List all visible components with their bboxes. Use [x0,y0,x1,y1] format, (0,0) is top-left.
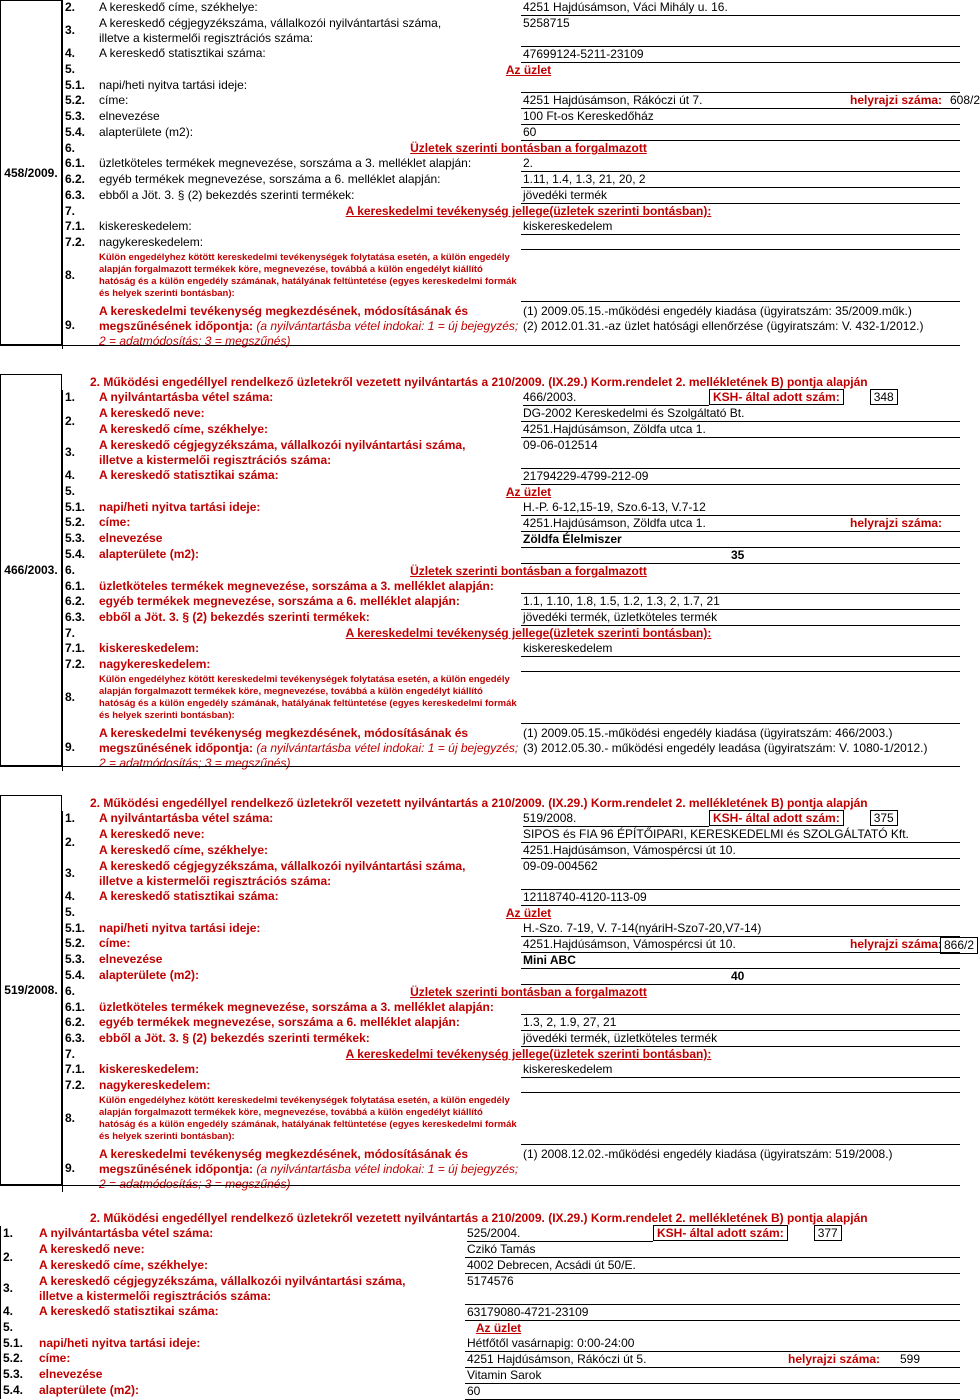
field-label: üzletköteles termékek megnevezése, sorszáma a 3. melléklet alapján: [99,578,494,593]
field-label: A kereskedő címe, székhelye: [99,421,268,436]
text [99,319,519,334]
field-value [521,235,960,250]
row-number: 6.3. [63,1031,98,1047]
field-label: A kereskedő címe, székhelye: [99,842,268,857]
field-label: A kereskedő cégjegyzékszáma, vállalkozói nyilvántartási száma, [99,437,466,452]
text: 466/2003. [523,390,709,406]
text [0,345,960,346]
field-value [521,1078,960,1093]
row-number: 3. [63,859,98,890]
row-number: 7.2. [63,1078,98,1093]
row-number: 7.1. [63,219,98,235]
row-number: 6.1. [63,579,98,594]
text: 866/2 [940,937,978,954]
text: helyrajzi száma: [850,515,943,530]
row-number: 7. [63,204,98,220]
text: A kereskedelmi tevékenység megkezdésének, módosításának és [99,303,469,318]
row-number: 2. [63,0,98,16]
row-number: 5.4. [63,968,98,984]
row-number: 6.2. [63,172,98,188]
field-label: címe: [39,1351,71,1365]
field-value [521,579,960,594]
field-label: A kereskedelmi tevékenység jellege(üzletek szerinti bontásban): [345,204,712,218]
row-number: 3. [1,1274,38,1305]
row-number: 3. [63,16,98,47]
field-value [521,390,960,406]
field-value: 60 [465,1383,960,1399]
text: 599 [900,1351,921,1366]
row-number: 5.2. [1,1351,38,1367]
field-value [521,1000,960,1015]
row-number: 5.4. [1,1383,38,1399]
text [62,374,960,771]
row-number: 1. [63,390,98,406]
field-value [521,811,960,827]
field-label: kiskereskedelem: [99,1062,200,1076]
row-number: 2. [63,827,98,859]
field-label: kiskereskedelem: [99,219,192,233]
field-value: 12118740-4120-113-09 [521,889,960,905]
row-number: 5.1. [63,78,98,93]
text: 4251 Hajdúsámson, Rákóczi út 7. [523,93,703,107]
field-value: SIPOS és FIA 96 ÉPÍTŐIPARI, KERESKEDELMI és SZOLGÁLTATÓ Kft. [521,827,960,843]
field-label: A kereskedő statisztikai száma: [99,468,279,482]
field-label: elnevezése [99,108,160,123]
field-label: Üzletek szerinti bontásban a forgalmazott [410,563,647,578]
field-label: elnevezése [99,531,163,545]
field-label: Az üzlet [475,1320,522,1335]
row-number: 5.1. [63,921,98,937]
row-number: 9. [63,724,98,771]
text: (a nyilvántartásba vétel indokai: 1 = új bejegyzés; [256,740,519,755]
row-number: 8. [63,672,98,724]
row-number: 5.3. [63,531,98,547]
field-value: 09-06-012514 [523,438,598,452]
field-label: kiskereskedelem: [99,641,200,655]
row-number: 5.3. [63,952,98,968]
field-label: napi/heti nyitva tartási ideje: [99,77,248,92]
row-number: 5. [63,905,98,921]
field-value: 1.11, 1.4, 1.3, 21, 20, 2 [521,172,960,188]
text [0,766,960,767]
field-value [521,874,960,889]
row-number: 4. [63,46,98,62]
field-label: ebből a Jöt. 3. § (2) bekezdés szerinti termékek: [99,1030,370,1045]
field-value: 4002 Debrecen, Acsádi út 50/E. [465,1258,960,1274]
row-number: 5.1. [1,1336,38,1352]
text: 2 = adatmódosítás; 3 = megszűnés) [99,1176,291,1191]
record-block-3 [0,795,975,1191]
row-number: 4. [63,889,98,905]
row-number: 5.2. [63,93,98,109]
row-number: 4. [63,468,98,484]
text [99,741,519,756]
field-value [521,1093,960,1145]
field-label: A kereskedő címe, székhelye: [39,1257,208,1272]
field-value: 47699124-5211-23109 [521,46,960,62]
record-block-2 [0,374,960,770]
field-value: 63179080-4721-23109 [465,1304,960,1320]
text: (3) 2012.05.30.- működési engedély leadása (ügyiratszám: V. 1080-1/2012.) [523,741,928,755]
row-number: 1. [1,1226,38,1242]
row-number: 5. [63,484,98,500]
field-label: Külön engedélyhez kötött kereskedelmi tevékenységek folytatása esetén, a külön engedély alapján forgalmazott termékek köre, megnevezése, továbbá a külön engedélyt kiállító hatóság és a külön engedély számának, hatályának feltüntetése (egyes kereskedelmi formák és helyek szerinti bontásban): [99,1094,517,1142]
field-label: A kereskedő cégjegyzékszáma, vállalkozói nyilvántartási száma, [39,1273,406,1288]
field-label: címe: [99,936,131,950]
field-label: Külön engedélyhez kötött kereskedelmi tevékenységek folytatása esetén, a külön engedély alapján forgalmazott termékek köre, megnevezése, továbbá a külön engedélyt kiállító hatóság és a külön engedély számának, hatályának feltüntetése (egyes kereskedelmi formák és helyek szerinti bontásban): [99,251,517,299]
field-value [521,78,960,93]
row-number: 5.3. [63,109,98,125]
field-label: alapterülete (m2): [39,1383,140,1397]
field-value: 100 Ft-os Kereskedőház [521,109,960,125]
row-number: 6. [63,563,98,579]
field-value: 4251.Hajdúsámson, Zöldfa utca 1. [521,422,960,438]
text: 2 = adatmódosítás; 3 = megszűnés) [99,333,291,348]
field-value: H.-P. 6-12,15-19, Szo.6-13, V.7-12 [521,500,960,516]
field-label: üzletköteles termékek megnevezése, sorszáma a 3. melléklet alapján: [99,999,494,1014]
field-label: ebből a Jöt. 3. § (2) bekezdés szerinti termékek: [99,187,355,202]
field-value: kiskereskedelem [521,219,960,235]
field-label: A kereskedő neve: [99,406,205,420]
record-id: 519/2008. [0,795,62,1185]
row-number: 7. [63,626,98,642]
field-value [521,515,960,531]
text: megszűnésének időpontja: [99,1161,254,1176]
field-value: 1.1, 1.10, 1.8, 1.5, 1.2, 1.3, 2, 1.7, 21 [521,594,960,610]
text: (1) 2009.05.15.-működési engedély kiadása (ügyiratszám: 35/2009.műk.) [523,304,912,318]
field-value: Vitamin Sarok [465,1367,960,1383]
field-value [465,1289,960,1304]
record-block-1 [0,0,980,348]
text: (2) 2012.01.31.-az üzlet hatósági ellenőrzése (ügyiratszám: V. 432-1/2012.) [523,319,924,333]
text: 525/2004. [467,1226,653,1242]
field-label: illetve a kistermelői regisztrációs száma: [99,874,332,888]
field-value [521,250,960,302]
text: megszűnésének időpontja: [99,318,254,333]
field-value: 09-09-004562 [523,859,598,873]
text: helyrajzi száma: [788,1351,881,1366]
field-value: Zöldfa Élelmiszer [521,531,960,547]
row-number: 5.2. [63,936,98,952]
field-value: jövedéki termék [521,188,960,204]
field-label: A kereskedő statisztikai száma: [99,46,266,60]
field-value: H.-Szo. 7-19, V. 7-14(nyáriH-Szo7-20,V7-14) [521,921,960,937]
text: 375 [870,810,898,826]
field-label: elnevezése [39,1367,103,1381]
text: 608/2 [950,93,980,107]
field-label: egyéb termékek megnevezése, sorszáma a 6. melléklet alapján: [99,171,441,186]
row-number: 3. [63,438,98,469]
text: KSH- által adott szám: [709,810,844,826]
row-number: 6. [63,984,98,1000]
field-label: napi/heti nyitva tartási ideje: [99,499,261,514]
text: megszűnésének időpontja: [99,740,254,755]
text: (a nyilvántartásba vétel indokai: 1 = új bejegyzés; [256,318,519,333]
field-value [521,302,960,349]
row-number: 7.2. [63,235,98,250]
field-label: illetve a kistermelői regisztrációs száma: [99,31,314,45]
field-label: nagykereskedelem: [99,1077,211,1092]
field-label: A nyilvántartásba vétel száma: [99,390,274,404]
field-value: 5174576 [467,1274,514,1288]
field-value: 2. [521,156,960,172]
field-label: Üzletek szerinti bontásban a forgalmazott [410,984,647,999]
row-number: 4. [1,1304,38,1320]
field-value: jövedéki termék, üzletköteles termék [521,610,960,626]
field-value [521,453,960,468]
field-value: 4251.Hajdúsámson, Vámospércsi út 10. [521,843,960,859]
text: 519/2008. [523,811,709,827]
text: KSH- által adott szám: [709,389,844,405]
field-label: nagykereskedelem: [99,656,211,671]
field-label: illetve a kistermelői regisztrációs száma: [39,1289,272,1303]
section-header: 2. Működési engedéllyel rendelkező üzletekről vezetett nyilvántartás a 210/2009. (IX.29.) Korm.rendelet 2. mellékletének B) pontja alapján [90,375,868,389]
field-label: A kereskedő címe, székhelye: [99,0,258,14]
record-block-4 [0,1210,960,1398]
field-value [521,936,975,952]
text: (1) 2009.05.15.-működési engedély kiadása (ügyiratszám: 466/2003.) [523,726,893,740]
field-label: Üzletek szerinti bontásban a forgalmazott [410,141,647,155]
field-label: alapterülete (m2): [99,124,194,139]
field-value: 21794229-4799-212-09 [521,468,960,484]
field-value: 40 [521,968,960,984]
field-label: A kereskedelmi tevékenység jellege(üzletek szerinti bontásban): [345,626,712,640]
row-number: 6.1. [63,156,98,172]
row-number: 7.2. [63,657,98,672]
field-label: A nyilvántartásba vétel száma: [39,1226,214,1240]
row-number: 1. [63,811,98,827]
field-label: nagykereskedelem: [99,234,204,249]
field-label: ebből a Jöt. 3. § (2) bekezdés szerinti termékek: [99,609,370,624]
text: A kereskedelmi tevékenység megkezdésének, módosításának és [99,1146,469,1161]
field-value: DG-2002 Kereskedelmi és Szolgáltató Bt. [521,406,960,422]
row-number: 6.3. [63,610,98,626]
field-label: címe: [99,92,129,107]
field-label: A kereskedő cégjegyzékszáma, vállalkozói nyilvántartási száma, [99,858,466,873]
field-label: Az üzlet [505,484,552,499]
field-value: jövedéki termék, üzletköteles termék [521,1031,960,1047]
row-number: 6.3. [63,188,98,204]
field-label: A kereskedelmi tevékenység jellege(üzletek szerinti bontásban): [345,1047,712,1061]
record-table [62,0,980,349]
field-label [97,302,521,349]
text: 348 [870,389,898,405]
field-label: Külön engedélyhez kötött kereskedelmi tevékenységek folytatása esetén, a külön engedély alapján forgalmazott termékek köre, megnevezése, továbbá a külön engedélyt kiállító hatóság és a külön engedély számának, hatályának feltüntetése (egyes kereskedelmi formák és helyek szerinti bontásban): [99,673,517,721]
field-label: Az üzlet [505,62,552,77]
row-number: 6.2. [63,594,98,610]
row-number: 8. [63,1093,98,1145]
field-label: A nyilvántartásba vétel száma: [99,811,274,825]
field-value: Hétfőtől vasárnapig: 0:00-24:00 [465,1336,960,1352]
text [62,0,980,349]
text [99,1162,519,1177]
field-label: A kereskedő neve: [99,827,205,841]
row-number: 7.1. [63,641,98,657]
text: 4251 Hajdúsámson, Rákóczi út 5. [467,1351,647,1366]
text: 2 = adatmódosítás; 3 = megszűnés) [99,755,291,770]
field-value [521,724,960,771]
field-label: A kereskedő statisztikai száma: [99,889,279,903]
field-label: napi/heti nyitva tartási ideje: [39,1335,201,1350]
record-table [62,390,960,771]
field-value: Mini ABC [521,952,960,968]
field-value: 4251 Hajdúsámson, Váci Mihály u. 16. [521,0,960,16]
field-label: címe: [99,515,131,529]
text: (a nyilvántartásba vétel indokai: 1 = új bejegyzés; [256,1161,519,1176]
row-number: 5. [63,62,98,78]
field-value [521,657,960,672]
record-table [0,1226,960,1400]
field-label [97,724,521,771]
row-number: 2. [63,406,98,438]
field-value: kiskereskedelem [521,1062,960,1078]
field-label: alapterülete (m2): [99,547,200,561]
field-label: A kereskedő cégjegyzékszáma, vállalkozói nyilvántartási száma, [99,15,442,30]
field-value [521,93,980,109]
field-label: Az üzlet [505,905,552,920]
row-number: 5.4. [63,125,98,141]
text: helyrajzi száma: [850,93,943,107]
field-label: üzletköteles termékek megnevezése, sorszáma a 3. melléklet alapján: [99,156,472,170]
field-value [521,31,960,46]
text: KSH- által adott szám: [653,1225,788,1241]
field-value [465,1226,960,1242]
text [0,1185,960,1186]
row-number: 8. [63,250,98,302]
row-number: 5.2. [63,515,98,531]
field-value: Czikó Tamás [465,1242,960,1258]
field-label: A kereskedő neve: [39,1242,145,1256]
row-number: 6.2. [63,1015,98,1031]
text: 377 [814,1225,842,1241]
row-number: 6.1. [63,1000,98,1015]
field-label: egyéb termékek megnevezése, sorszáma a 6. melléklet alapján: [99,593,460,608]
row-number: 5.4. [63,547,98,563]
text: 4251.Hajdúsámson, Zöldfa utca 1. [523,515,706,530]
row-number: 7. [63,1047,98,1063]
row-number: 9. [63,1145,98,1192]
field-label: napi/heti nyitva tartási ideje: [99,920,261,935]
row-number: 9. [63,302,98,349]
row-number: 5.1. [63,500,98,516]
record-table [62,811,975,1192]
field-label: A kereskedő statisztikai száma: [39,1304,219,1318]
section-header: 2. Működési engedéllyel rendelkező üzletekről vezetett nyilvántartás a 210/2009. (IX.29.) Korm.rendelet 2. mellékletének B) pontja alapján [90,796,868,810]
record-id: 458/2009. [0,0,62,345]
text [62,795,975,1192]
field-value: 5258715 [523,16,570,30]
text: A kereskedelmi tevékenység megkezdésének, módosításának és [99,725,469,740]
field-value [465,1351,960,1367]
field-value: 60 [521,125,960,141]
field-value: kiskereskedelem [521,641,960,657]
row-number: 5. [1,1320,38,1336]
row-number: 5.3. [1,1367,38,1383]
field-label: illetve a kistermelői regisztrációs száma: [99,453,332,467]
text [0,1210,960,1400]
section-header: 2. Működési engedéllyel rendelkező üzletekről vezetett nyilvántartás a 210/2009. (IX.29.) Korm.rendelet 2. mellékletének B) pontja alapján [90,1211,868,1225]
row-number: 2. [1,1242,38,1274]
record-id: 466/2003. [0,374,62,766]
text: helyrajzi száma: [850,936,943,951]
text: (1) 2008.12.02.-működési engedély kiadása (ügyiratszám: 519/2008.) [523,1147,893,1161]
field-label: egyéb termékek megnevezése, sorszáma a 6. melléklet alapján: [99,1014,460,1029]
row-number: 6. [63,141,98,157]
field-value: 1.3, 2, 1.9, 27, 21 [521,1015,960,1031]
field-label: alapterülete (m2): [99,968,200,982]
field-value [521,672,960,724]
text: 4251.Hajdúsámson, Vámospércsi út 10. [523,936,736,951]
field-value: 35 [521,547,960,563]
field-label: elnevezése [99,952,163,966]
row-number: 7.1. [63,1062,98,1078]
